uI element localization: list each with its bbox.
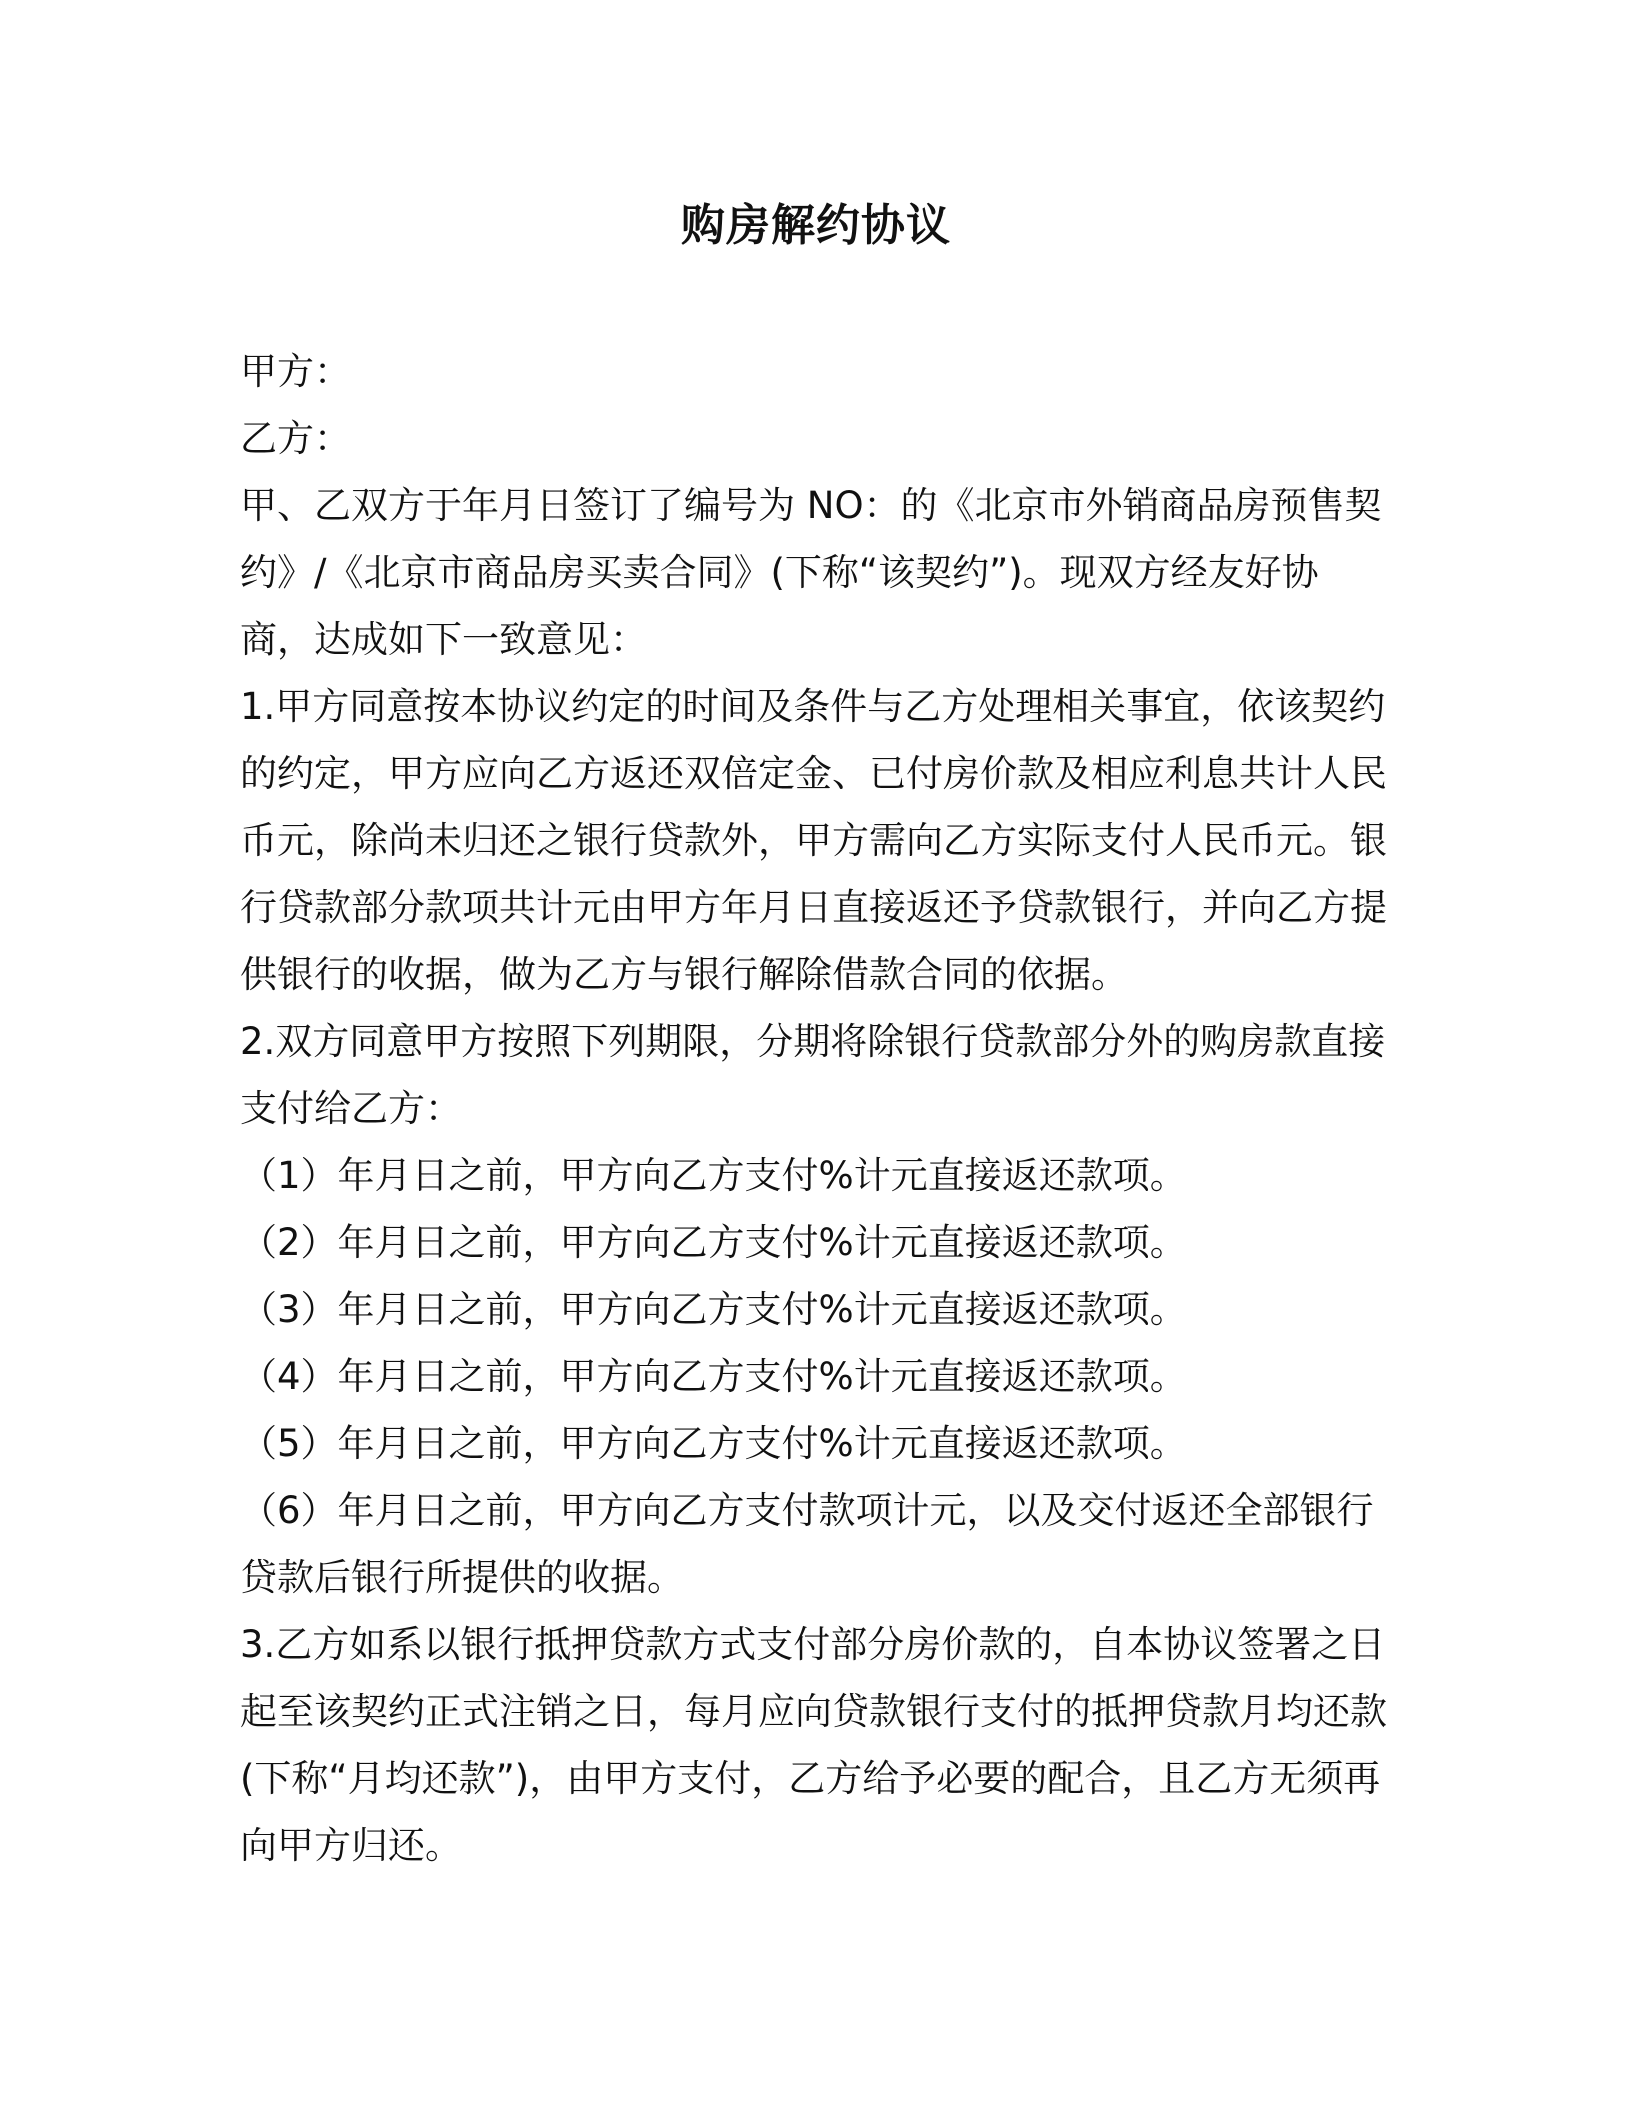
installment-item-2: （2）年月日之前，甲方向乙方支付%计元直接返还款项。 (240, 1221, 1187, 1264)
party-b-line: 乙方： (240, 417, 351, 460)
installment-item-6: （6）年月日之前，甲方向乙方支付款项计元，以及交付返还全部银行贷款后银行所提供的收据。 (240, 1489, 1374, 1599)
clause-3-paragraph: 3.乙方如系以银行抵押贷款方式支付部分房价款的，自本协议签署之日起至该契约正式注销之日，每月应向贷款银行支付的抵押贷款月均还款(下称“月均还款”)，由甲方支付，乙方给予必要的配合，且乙方无须再向甲方归还。 (240, 1623, 1387, 1867)
installment-item-4: （4）年月日之前，甲方向乙方支付%计元直接返还款项。 (240, 1355, 1187, 1398)
document-title: 购房解约协议 (681, 200, 951, 251)
party-a-line: 甲方： (240, 350, 351, 393)
installment-item-1: （1）年月日之前，甲方向乙方支付%计元直接返还款项。 (240, 1154, 1187, 1197)
preamble-paragraph: 甲、乙双方于年月日签订了编号为 NO：的《北京市外销商品房预售契约》/《北京市商品房买卖合同》(下称“该契约”)。现双方经友好协商，达成如下一致意见： (240, 484, 1382, 661)
installment-item-3: （3）年月日之前，甲方向乙方支付%计元直接返还款项。 (240, 1288, 1187, 1331)
document-body (240, 338, 1392, 1879)
clause-2-paragraph: 2.双方同意甲方按照下列期限，分期将除银行贷款部分外的购房款直接支付给乙方： (240, 1020, 1386, 1130)
installment-item-5: （5）年月日之前，甲方向乙方支付%计元直接返还款项。 (240, 1422, 1187, 1465)
clause-1-paragraph: 1.甲方同意按本协议约定的时间及条件与乙方处理相关事宜，依该契约的约定，甲方应向乙方返还双倍定金、已付房价款及相应利息共计人民币元，除尚未归还之银行贷款外，甲方需向乙方实际支付人民币元。银行贷款部分款项共计元由甲方年月日直接返还予贷款银行，并向乙方提供银行的收据，做为乙方与银行解除借款合同的依据。 (240, 685, 1387, 996)
